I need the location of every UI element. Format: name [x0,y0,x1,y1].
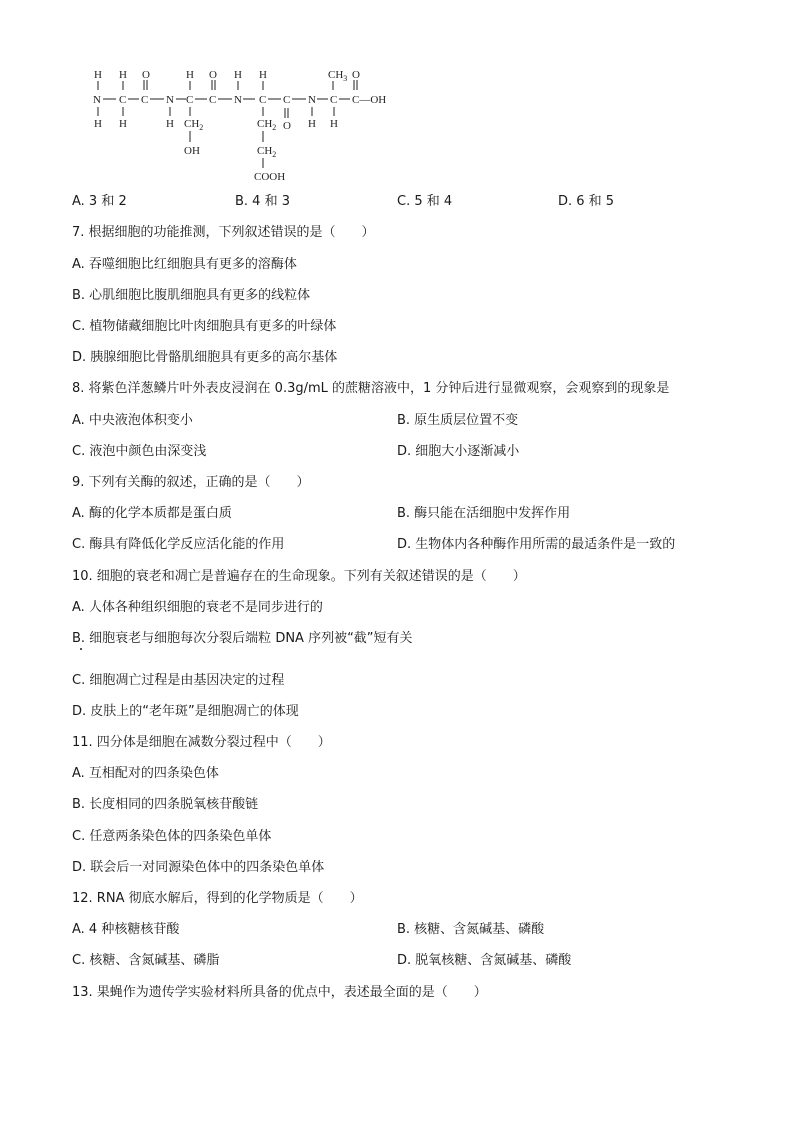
q9-option-a: A. 酶的化学本质都是蛋白质 [72,506,232,521]
atom-c: C [119,94,127,106]
q9-option-b: B. 酶只能在活细胞中发挥作用 [397,506,571,521]
q10-option-a: A. 人体各种组织细胞的衰老不是同步进行的 [72,600,323,615]
atom-c: C [330,94,338,106]
q8-option-d: D. 细胞大小逐渐减小 [397,444,520,459]
q6-option-c: C. 5 和 4 [397,194,453,209]
atom-c: C [186,94,194,106]
atom-o: O [142,69,150,81]
q10-option-b: B. 细胞衰老与细胞每次分裂后端粒 DNA 序列被“截”短有关 [72,631,413,646]
q11-option-b: B. 长度相同的四条脱氧核苷酸链 [72,797,259,812]
atom-cooh: COOH [254,171,286,183]
stray-dot [80,648,82,650]
atom-c: C [283,94,291,106]
q9-stem: 9. 下列有关酶的叙述，正确的是（ ） [72,475,310,490]
q12-option-b: B. 核糖、含氮碱基、磷酸 [397,922,545,937]
atom-c: C [209,94,217,106]
atom-h: H [94,69,102,81]
q10-stem: 10. 细胞的衰老和凋亡是普遍存在的生命现象。下列有关叙述错误的是（ ） [72,569,526,584]
q8-option-a: A. 中央液泡体积变小 [72,413,193,428]
atom-c: C [141,94,149,106]
atom-h: H [166,118,174,130]
atom-h: H [186,69,194,81]
q6-option-a: A. 3 和 2 [72,194,127,209]
q11-option-d: D. 联会后一对同源染色体中的四条染色单体 [72,860,325,875]
atom-h: H [94,118,102,130]
q11-option-c: C. 任意两条染色体的四条染色单体 [72,829,272,844]
atom-n: N [93,94,101,106]
atom-c-oh: C—OH [352,94,387,106]
q12-stem: 12. RNA 彻底水解后，得到的化学物质是（ ） [72,891,363,906]
atom-h: H [234,69,242,81]
q11-option-a: A. 互相配对的四条染色体 [72,766,219,781]
q9-option-c: C. 酶具有降低化学反应活化能的作用 [72,537,285,552]
q13-stem: 13. 果蝇作为遗传学实验材料所具备的优点中，表述最全面的是（ ） [72,985,487,1000]
q10-option-c: C. 细胞凋亡过程是由基因决定的过程 [72,673,285,688]
atom-c: C [259,94,267,106]
q8-option-c: C. 液泡中颜色由深变浅 [72,444,207,459]
q8-option-b: B. 原生质层位置不变 [397,413,519,428]
q9-option-d: D. 生物体内各种酶作用所需的最适条件是一致的 [397,537,676,552]
atom-h: H [330,118,338,130]
q12-option-c: C. 核糖、含氮碱基、磷脂 [72,953,220,968]
atom-oh: OH [184,145,200,157]
q7-stem: 7. 根据细胞的功能推测，下列叙述错误的是（ ） [72,225,375,240]
q7-option-a: A. 吞噬细胞比红细胞具有更多的溶酶体 [72,257,297,272]
atom-n: N [308,94,316,106]
atom-h: H [259,69,267,81]
atom-ch2: $CH_2$ [257,118,277,132]
atom-o: O [209,69,217,81]
atom-h: H [119,69,127,81]
q12-option-d: D. 脱氧核糖、含氮碱基、磷酸 [397,953,572,968]
atom-n: N [234,94,242,106]
q6-option-b: B. 4 和 3 [235,194,290,209]
q7-option-b: B. 心肌细胞比腹肌细胞具有更多的线粒体 [72,288,311,303]
atom-n: N [166,94,174,106]
q12-option-a: A. 4 种核糖核苷酸 [72,922,180,937]
atom-h: H [119,118,127,130]
atom-o: O [352,69,360,81]
q8-stem: 8. 将紫色洋葱鳞片叶外表皮浸润在 0.3g/mL 的蔗糖溶液中，1 分钟后进行显微观察，会观察到的现象是 [72,381,670,396]
q6-option-d: D. 6 和 5 [558,194,615,209]
atom-ch2: $CH_2$ [257,145,277,159]
atom-h: H [308,118,316,130]
atom-ch3: $CH_3$ [328,69,348,83]
atom-o: O [283,120,291,132]
peptide-structure-diagram [88,64,418,186]
atom-ch2: $CH_2$ [184,118,204,132]
q7-option-c: C. 植物储藏细胞比叶肉细胞具有更多的叶绿体 [72,319,337,334]
q10-option-d: D. 皮肤上的“老年斑”是细胞凋亡的体现 [72,704,299,719]
q7-option-d: D. 胰腺细胞比骨骼肌细胞具有更多的高尔基体 [72,350,338,365]
q11-stem: 11. 四分体是细胞在减数分裂过程中（ ） [72,735,331,750]
